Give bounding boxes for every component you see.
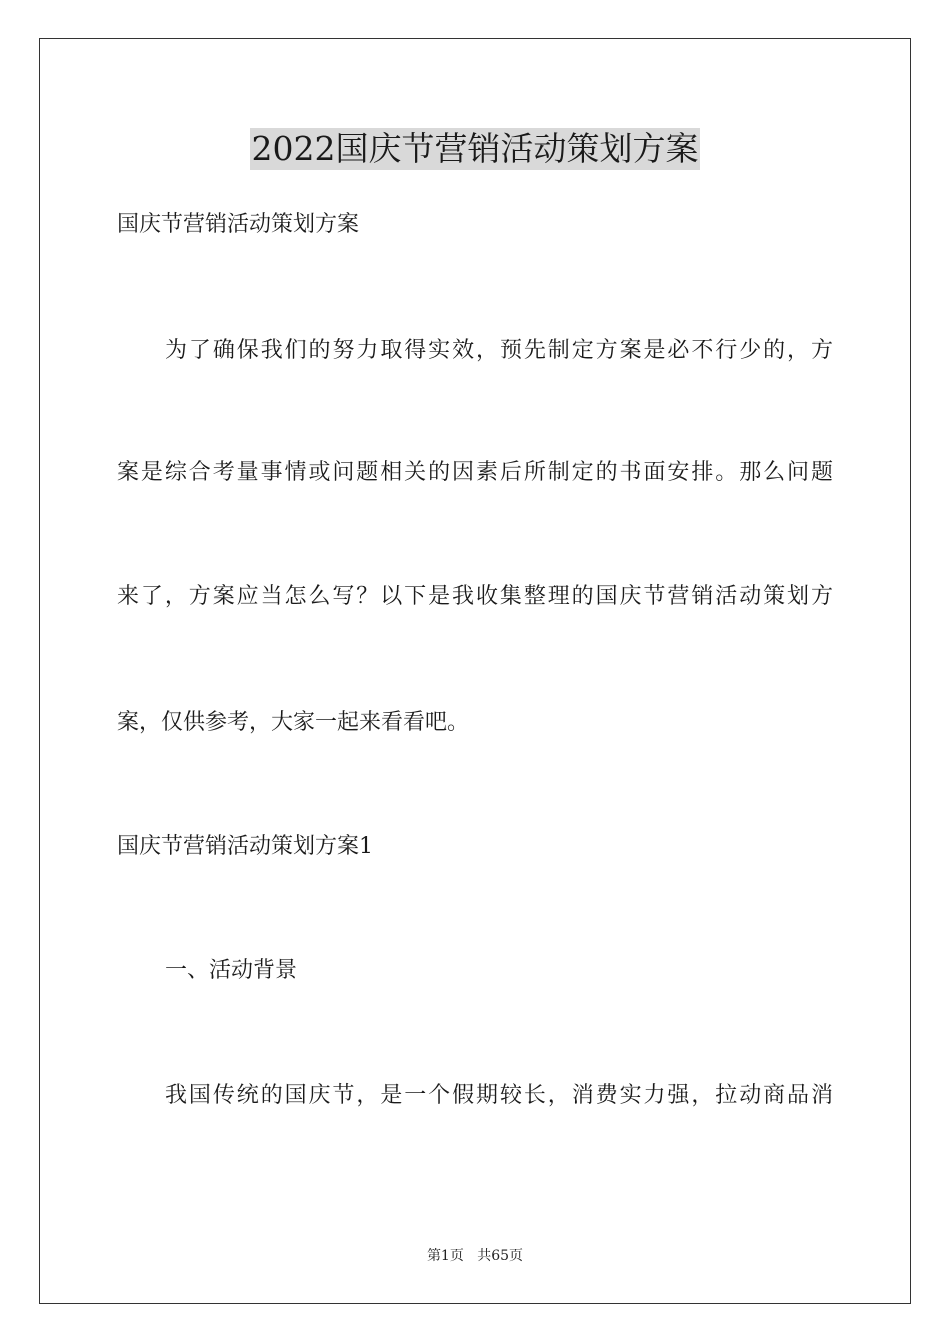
- section-heading: 国庆节营销活动策划方案1: [117, 834, 373, 859]
- title-container: [0, 128, 950, 170]
- paragraph-line: 案是综合考量事情或问题相关的因素后所制定的书面安排。那么问题: [117, 460, 833, 485]
- paragraph-line: 我国传统的国庆节，是一个假期较长，消费实力强，拉动商品消: [165, 1083, 833, 1108]
- document-title: 2022国庆节营销活动策划方案: [251, 129, 699, 168]
- subsection-heading: 一、活动背景: [165, 958, 298, 983]
- page-number: 第1页: [426, 1248, 464, 1264]
- paragraph-line: 来了，方案应当怎么写？以下是我收集整理的国庆节营销活动策划方: [117, 584, 833, 609]
- paragraph-line: 为了确保我们的努力取得实效，预先制定方案是必不行少的，方: [165, 338, 833, 363]
- page-footer: [0, 1247, 950, 1265]
- paragraph-line: 案，仅供参考，大家一起来看看吧。: [117, 710, 470, 735]
- page-total: 共65页: [477, 1248, 524, 1264]
- subtitle-line: 国庆节营销活动策划方案: [117, 212, 360, 237]
